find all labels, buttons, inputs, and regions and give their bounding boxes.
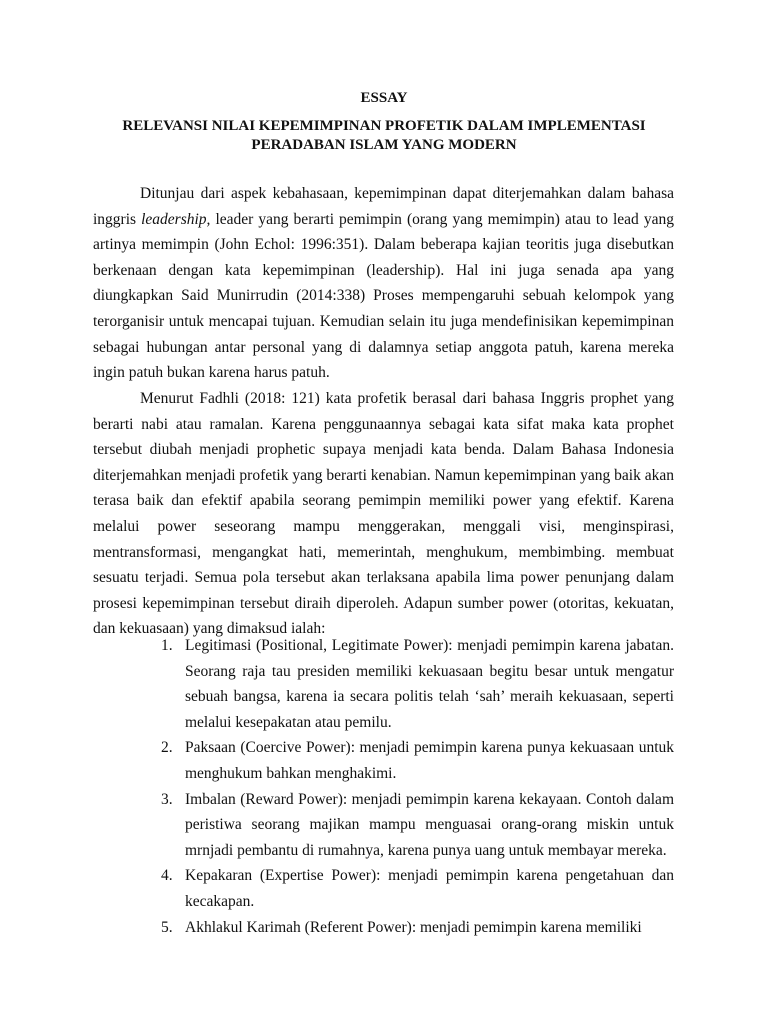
essay-title-line-1: RELEVANSI NILAI KEPEMIMPINAN PROFETIK DALAM IMPLEMENTASI [122, 118, 646, 134]
paragraph-text: Ditunjau dari aspek kebahasaan, kepemimpinan dapat diterjemahkan dalam bahasa inggris [93, 185, 674, 228]
power-sources-list [140, 633, 674, 940]
list-number: 4. [161, 867, 173, 885]
italic-term: leadership, [141, 210, 211, 228]
list-number: 5. [161, 918, 173, 936]
essay-label: ESSAY [360, 90, 408, 106]
list-item [140, 787, 674, 864]
paragraph-leadership-definition [93, 181, 674, 386]
paragraph-text: leader yang berarti pemimpin (orang yang memimpin) atau to lead yang artinya memimpin (John Echol: 1996:351). Dalam beberapa kajian teoritis juga disebutkan berkenaan dengan kata kepemimpinan (leadership). Hal ini juga senada apa yang diungkapkan Said Munirrudin (2014:338) Proses mempengaruhi sebuah kelompok yang terorganisir untuk mencapai tujuan. Kemudian selain itu juga mendefinisikan kepemimpinan sebagai hubungan antar personal yang di dalamnya setiap anggota patuh, karena mereka ingin patuh bukan karena harus patuh. [93, 210, 674, 382]
list-item [140, 735, 674, 786]
list-number: 1. [161, 637, 173, 654]
list-number: 3. [161, 790, 173, 808]
list-item-text: Legitimasi (Positional, Legitimate Power): menjadi pemimpin karena jabatan. Seorang raja tau presiden memiliki kekuasaan begitu besar untuk mengatur sebuah bangsa, karena ia secara politis telah ‘sah’ meraih kekuasaan, seperti melalui kesepakatan atau pemilu. [185, 637, 674, 731]
list-item [140, 633, 674, 735]
paragraph-prophetic-definition: Menurut Fadhli (2018: 121) kata profetik berasal dari bahasa Inggris prophet yang berarti nabi atau ramalan. Karena penggunaannya sebagai kata sifat maka kata prophet tersebut diubah menjadi prophetic supaya menjadi kata benda. Dalam Bahasa Indonesia diterjemahkan menjadi profetik yang berarti kenabian. Namun kepemimpinan yang baik akan terasa baik dan efektif apabila seorang pemimpin memiliki power yang efektif. Karena melalui power seseorang mampu menggerakan, menggali visi, menginspirasi, mentransformasi, mengangkat hati, memerintah, menghukum, membimbing. membuat sesuatu terjadi. Semua pola tersebut akan terlaksana apabila lima power penunjang dalam prosesi kepemimpinan tersebut diraih diperoleh. Adapun sumber power (otoritas, kekuatan, dan kekuasaan) yang dimaksud ialah: [93, 390, 674, 638]
list-item-text: Akhlakul Karimah (Referent Power): menjadi pemimpin karena memiliki [185, 918, 642, 936]
list-number: 2. [161, 739, 173, 757]
list-item [140, 915, 674, 941]
list-item-text: Paksaan (Coercive Power): menjadi pemimpin karena punya kekuasaan untuk menghukum bahkan menghakimi. [185, 739, 674, 782]
list-item-text: Imbalan (Reward Power): menjadi pemimpin karena kekayaan. Contoh dalam peristiwa seorang majikan mampu menguasai orang-orang miskin untuk mrnjadi pembantu di rumahnya, karena punya uang untuk membayar mereka. [185, 790, 674, 859]
essay-title-line-2: PERADABAN ISLAM YANG MODERN [251, 137, 517, 153]
list-item-text: Kepakaran (Expertise Power): menjadi pemimpin karena pengetahuan dan kecakapan. [185, 867, 674, 910]
list-item [140, 863, 674, 914]
